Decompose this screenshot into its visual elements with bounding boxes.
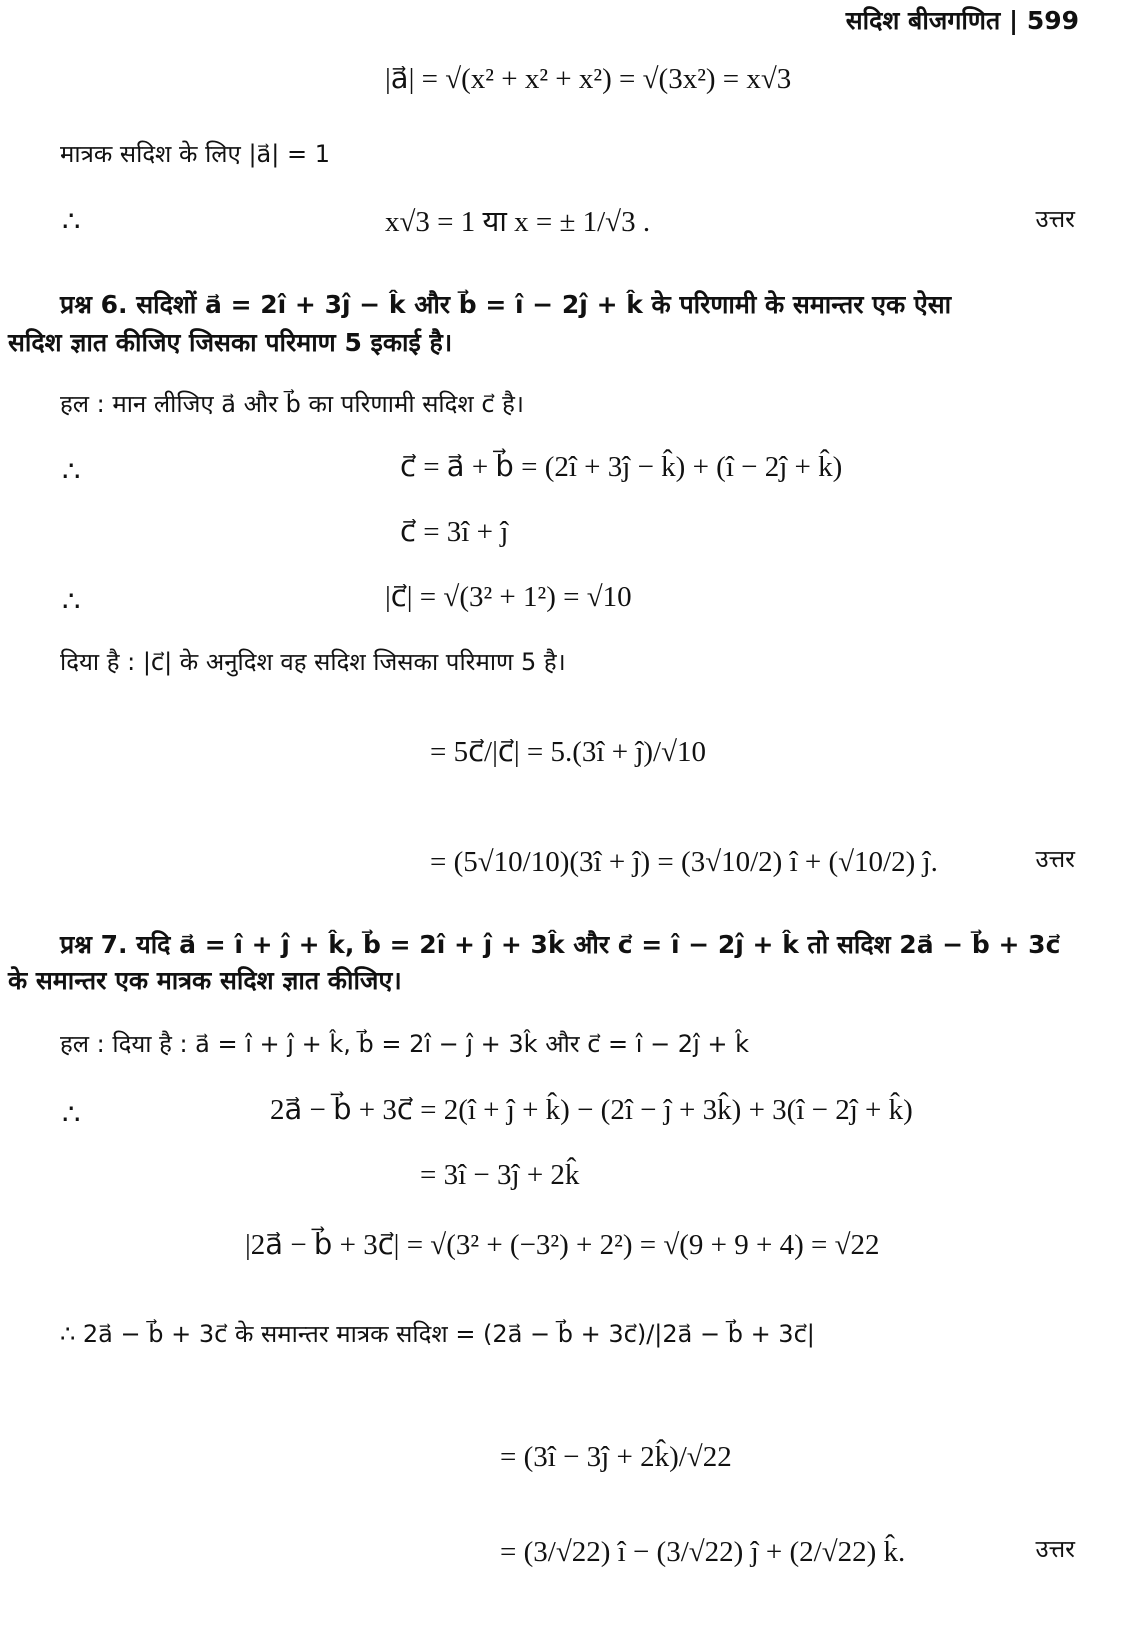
text-line-l12: ∴ [62,586,81,618]
page-header [846,6,1079,36]
text-line-l06: प्रश्न 6. सदिशों a⃗ = 2î + 3ĵ − k̂ और b⃗ = î − 2ĵ + k̂ के परिणामी के समान्तर एक ऐसा [60,290,952,319]
text-line-l20: हल : दिया है : a⃗ = î + ĵ + k̂, b⃗ = 2î − ĵ + 3k̂ और c⃗ = î − 2ĵ + k̂ [60,1030,750,1058]
page-number: 599 [1026,6,1079,35]
text-line-l03: ∴ [62,206,81,238]
text-line-l27: = (3/√22) î − (3/√22) ĵ + (2/√22) k̂. [500,1536,906,1568]
text-line-l13: |c⃗| = √(3² + 1²) = √10 [385,581,632,613]
text-line-l25: ∴ 2a⃗ − b⃗ + 3c⃗ के समान्तर मात्रक सदिश = (2a⃗ − b⃗ + 3c⃗)/|2a⃗ − b⃗ + 3c⃗| [60,1320,815,1348]
header-separator: | [1008,6,1019,35]
text-line-l19: के समान्तर एक मात्रक सदिश ज्ञात कीजिए। [8,966,402,995]
text-line-l18: प्रश्न 7. यदि a⃗ = î + ĵ + k̂, b⃗ = 2î + ĵ + 3k̂ और c⃗ = î − 2ĵ + k̂ तो सदिश 2a⃗ − b⃗ + 3c⃗ [60,930,1061,959]
text-line-l04: x√3 = 1 या x = ± 1/√3 . [385,206,651,238]
text-line-l05: उत्तर [1035,205,1075,233]
text-line-l22: 2a⃗ − b⃗ + 3c⃗ = 2(î + ĵ + k̂) − (2î − ĵ + 3k̂) + 3(î − 2ĵ + k̂) [270,1094,913,1126]
text-line-l17: उत्तर [1035,845,1075,873]
text-line-l10: c⃗ = a⃗ + b⃗ = (2î + 3ĵ − k̂) + (î − 2ĵ + k̂) [400,451,843,483]
text-line-l07: सदिश ज्ञात कीजिए जिसका परिमाण 5 इकाई है। [8,328,453,357]
text-line-l02: मात्रक सदिश के लिए |a⃗| = 1 [60,140,330,168]
text-line-l15: = 5c⃗/|c⃗| = 5.(3î + ĵ)/√10 [430,736,707,768]
text-line-l09: ∴ [62,456,81,488]
text-line-l28: उत्तर [1035,1535,1075,1563]
text-line-l16: = (5√10/10)(3î + ĵ) = (3√10/2) î + (√10/2) ĵ. [430,846,938,878]
text-line-l21: ∴ [62,1099,81,1131]
header-title: सदिश बीजगणित [845,6,1001,35]
text-line-l23: = 3î − 3ĵ + 2k̂ [420,1159,580,1191]
text-line-l08: हल : मान लीजिए a⃗ और b⃗ का परिणामी सदिश c⃗ है। [60,390,524,418]
text-line-l26: = (3î − 3ĵ + 2k̂)/√22 [500,1441,732,1473]
text-line-l11: c⃗ = 3î + ĵ [400,516,509,548]
text-line-l14: दिया है : |c⃗| के अनुदिश वह सदिश जिसका परिमाण 5 है। [60,648,566,676]
text-line-l24: |2a⃗ − b⃗ + 3c⃗| = √(3² + (−3²) + 2²) = √(9 + 9 + 4) = √22 [245,1229,880,1261]
text-line-l01: |a⃗| = √(x² + x² + x²) = √(3x²) = x√3 [385,63,792,95]
